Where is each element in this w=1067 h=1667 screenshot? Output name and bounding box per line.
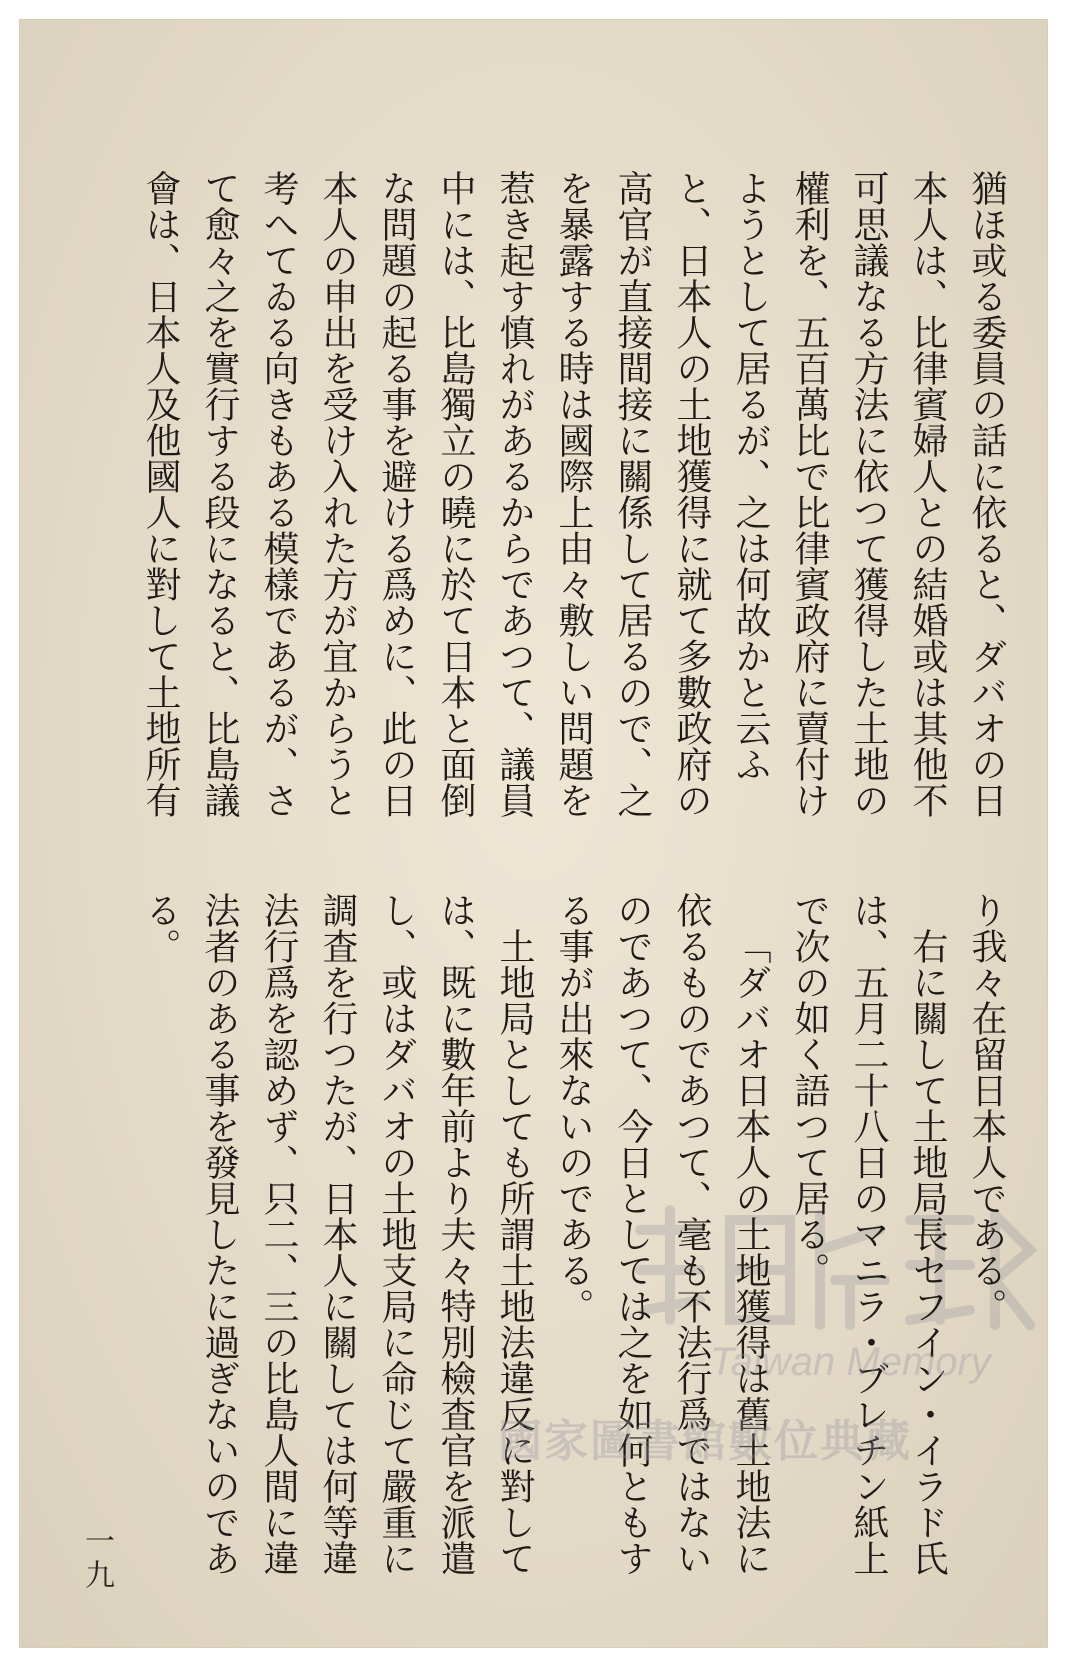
lower-text-block bbox=[126, 892, 1016, 1582]
paragraph: 右に關して土地局長セフイン・イラド氏は、五月二十八日のマニラ・ブレチン紙上で次の如く語つて居る。 bbox=[789, 892, 948, 1576]
watermark-english: Taiwan Memory bbox=[710, 1340, 991, 1384]
paragraph: 土地局としても所謂土地法違反に對しては、既に數年前より夫々特別檢査官を派遣し、或はダバオの土地支局に命じて嚴重に調査を行つたが、日本人に關しては何等違法行爲を認めず、只二、三の比島人間に違法者のある事を發見したに過ぎないのである。 bbox=[140, 892, 535, 1576]
paragraph: 猶ほ或る委員の話に依ると、ダバオの日本人は、比律賓婦人との結婚或は其他不可思議なる方法に依つて獲得した土地の權利を、五百萬比で比律賓政府に賣付けようとして居るが、之は何故かと云ふと、日本人の土地獲得に就て多數政府の高官が直接間接に關係して居るので、之を暴露する時は國際上由々敷しい問題を惹き起す慎れがあるからであつて、議員中には、比島獨立の曉に於て日本と面倒な問題の起る事を避ける爲めに、此の日本人の申出を受け入れた方が宜からうと考へてゐる向きもある模樣であるが、さて愈々之を實行する段になると、比島議會は、日本人及他國人に對して土地所有 bbox=[140, 170, 1007, 818]
watermark-chinese: 國家圖書館數位典藏 bbox=[498, 1416, 912, 1467]
document-page bbox=[20, 20, 1047, 1647]
page-number: 一九 bbox=[79, 1525, 114, 1593]
paragraph: 「ダバオ日本人の土地獲得は舊土地法に依るものであつて、毫も不法行爲ではないのであつて、今日としては之を如何ともする事が出來ないのである。 bbox=[553, 892, 771, 1576]
paragraph bbox=[126, 892, 131, 1582]
paragraph: り我々在留日本人である。 bbox=[966, 892, 1007, 1324]
upper-text-block bbox=[126, 170, 1016, 840]
